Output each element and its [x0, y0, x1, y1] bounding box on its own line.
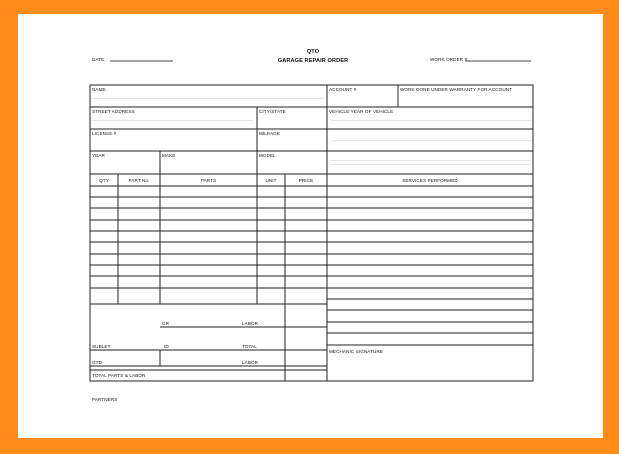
license-label: LICENSE # — [92, 131, 117, 136]
gtd-label: GTD — [92, 360, 102, 365]
mileage-label: MILEAGE — [259, 131, 281, 136]
city-state-label: CITY/STATE — [259, 109, 286, 114]
form-page — [18, 14, 603, 438]
vehicle-label: VEHICLE YEAR OF VEHICLE — [329, 109, 394, 114]
make-label: MAKE — [162, 153, 176, 158]
form-border — [90, 85, 533, 381]
labor-label: LABOR — [242, 321, 259, 326]
mechanic-signature-label: MECHANIC SIGNATURE — [329, 349, 384, 354]
col-unit: UNIT — [265, 178, 277, 183]
sublet-label: SUBLET — [92, 344, 111, 349]
total-parts-labor-note: TOTAL PARTS & LABOR — [92, 373, 146, 378]
account-label: ACCOUNT # — [329, 87, 357, 92]
form-number: QTO — [306, 49, 320, 55]
form-title: GARAGE REPAIR ORDER — [277, 58, 349, 64]
total-label: TOTAL — [242, 344, 257, 349]
model-label: MODEL — [259, 153, 276, 158]
col-parts: PARTS — [200, 178, 217, 183]
year-label: YEAR — [92, 153, 105, 158]
work-order-label: WORK ORDER #: — [430, 57, 469, 62]
warranty-label: WORK DONE UNDER WARRANTY FOR ACCOUNT — [400, 87, 513, 92]
street-label: STREET ADDRESS — [92, 109, 135, 114]
date-label: DATE: — [92, 57, 106, 62]
labor-total-label: LABOR — [242, 360, 259, 365]
col-part-no: PART No. — [128, 178, 150, 183]
footer-text: PARTNERS — [92, 397, 118, 402]
col-qty: QTY — [99, 178, 109, 183]
id-label: ID — [164, 344, 169, 349]
gr-label: GR — [162, 321, 170, 326]
name-label: NAME — [92, 87, 106, 92]
col-price: PRICE — [298, 178, 314, 183]
col-services: SERVICES PERFORMED — [402, 178, 458, 183]
